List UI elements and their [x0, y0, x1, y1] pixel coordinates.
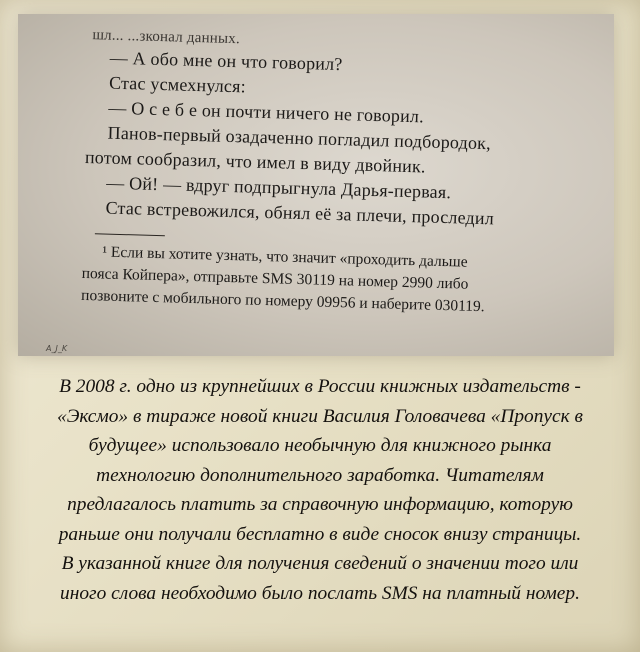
- book-line: — А обо мне он что говорил?: [109, 47, 343, 75]
- book-page-photo: [18, 14, 614, 356]
- book-line: — О с е б е он почти ничего не говорил.: [108, 97, 425, 127]
- caption-line: будущее» использовало необычную для книжного рынка: [88, 435, 552, 456]
- book-line: Панов-первый озадаченно погладил подбородок,: [107, 122, 492, 154]
- book-line: потом сообразил, что имел в виду двойник.: [84, 146, 426, 177]
- caption: [14, 372, 626, 608]
- footnote-line: ¹ Если вы хотите узнать, что значит «проходить дальше: [102, 243, 468, 271]
- caption-line: предлагалось платить за справочную информацию, которую: [67, 494, 573, 515]
- book-line: — Ой! — вдруг подпрыгнула Дарья-первая.: [106, 172, 452, 203]
- book-page: [32, 24, 614, 356]
- footnote-line: пояса Койпера», отправьте SMS 30119 на номер 2990 либо: [81, 264, 469, 293]
- watermark: A_J_K: [46, 344, 68, 353]
- caption-line: технологию дополнительного заработка. Читателям: [96, 464, 544, 486]
- footnote-rule: [95, 233, 165, 236]
- footnote-line: позвоните с мобильного по номеру 09956 и наберите 030119.: [80, 286, 485, 316]
- book-line-cut: шл... ...зконал данных.: [92, 27, 241, 48]
- book-line: Стас усмехнулся:: [108, 72, 247, 97]
- caption-line: «Эксмо» в тираже новой книги Василия Головачева «Пропуск в: [57, 405, 583, 427]
- caption-line: раньше они получали бесплатно в виде сносок внизу страницы.: [58, 523, 582, 545]
- book-line: Стас встревожился, обнял её за плечи, проследил: [105, 197, 495, 229]
- caption-line: В 2008 г. одно из крупнейших в России книжных издательств -: [59, 376, 581, 397]
- caption-line: иного слова необходимо было послать SMS на платный номер.: [60, 582, 580, 604]
- caption-line: В указанной книге для получения сведений о значении того или: [61, 553, 579, 574]
